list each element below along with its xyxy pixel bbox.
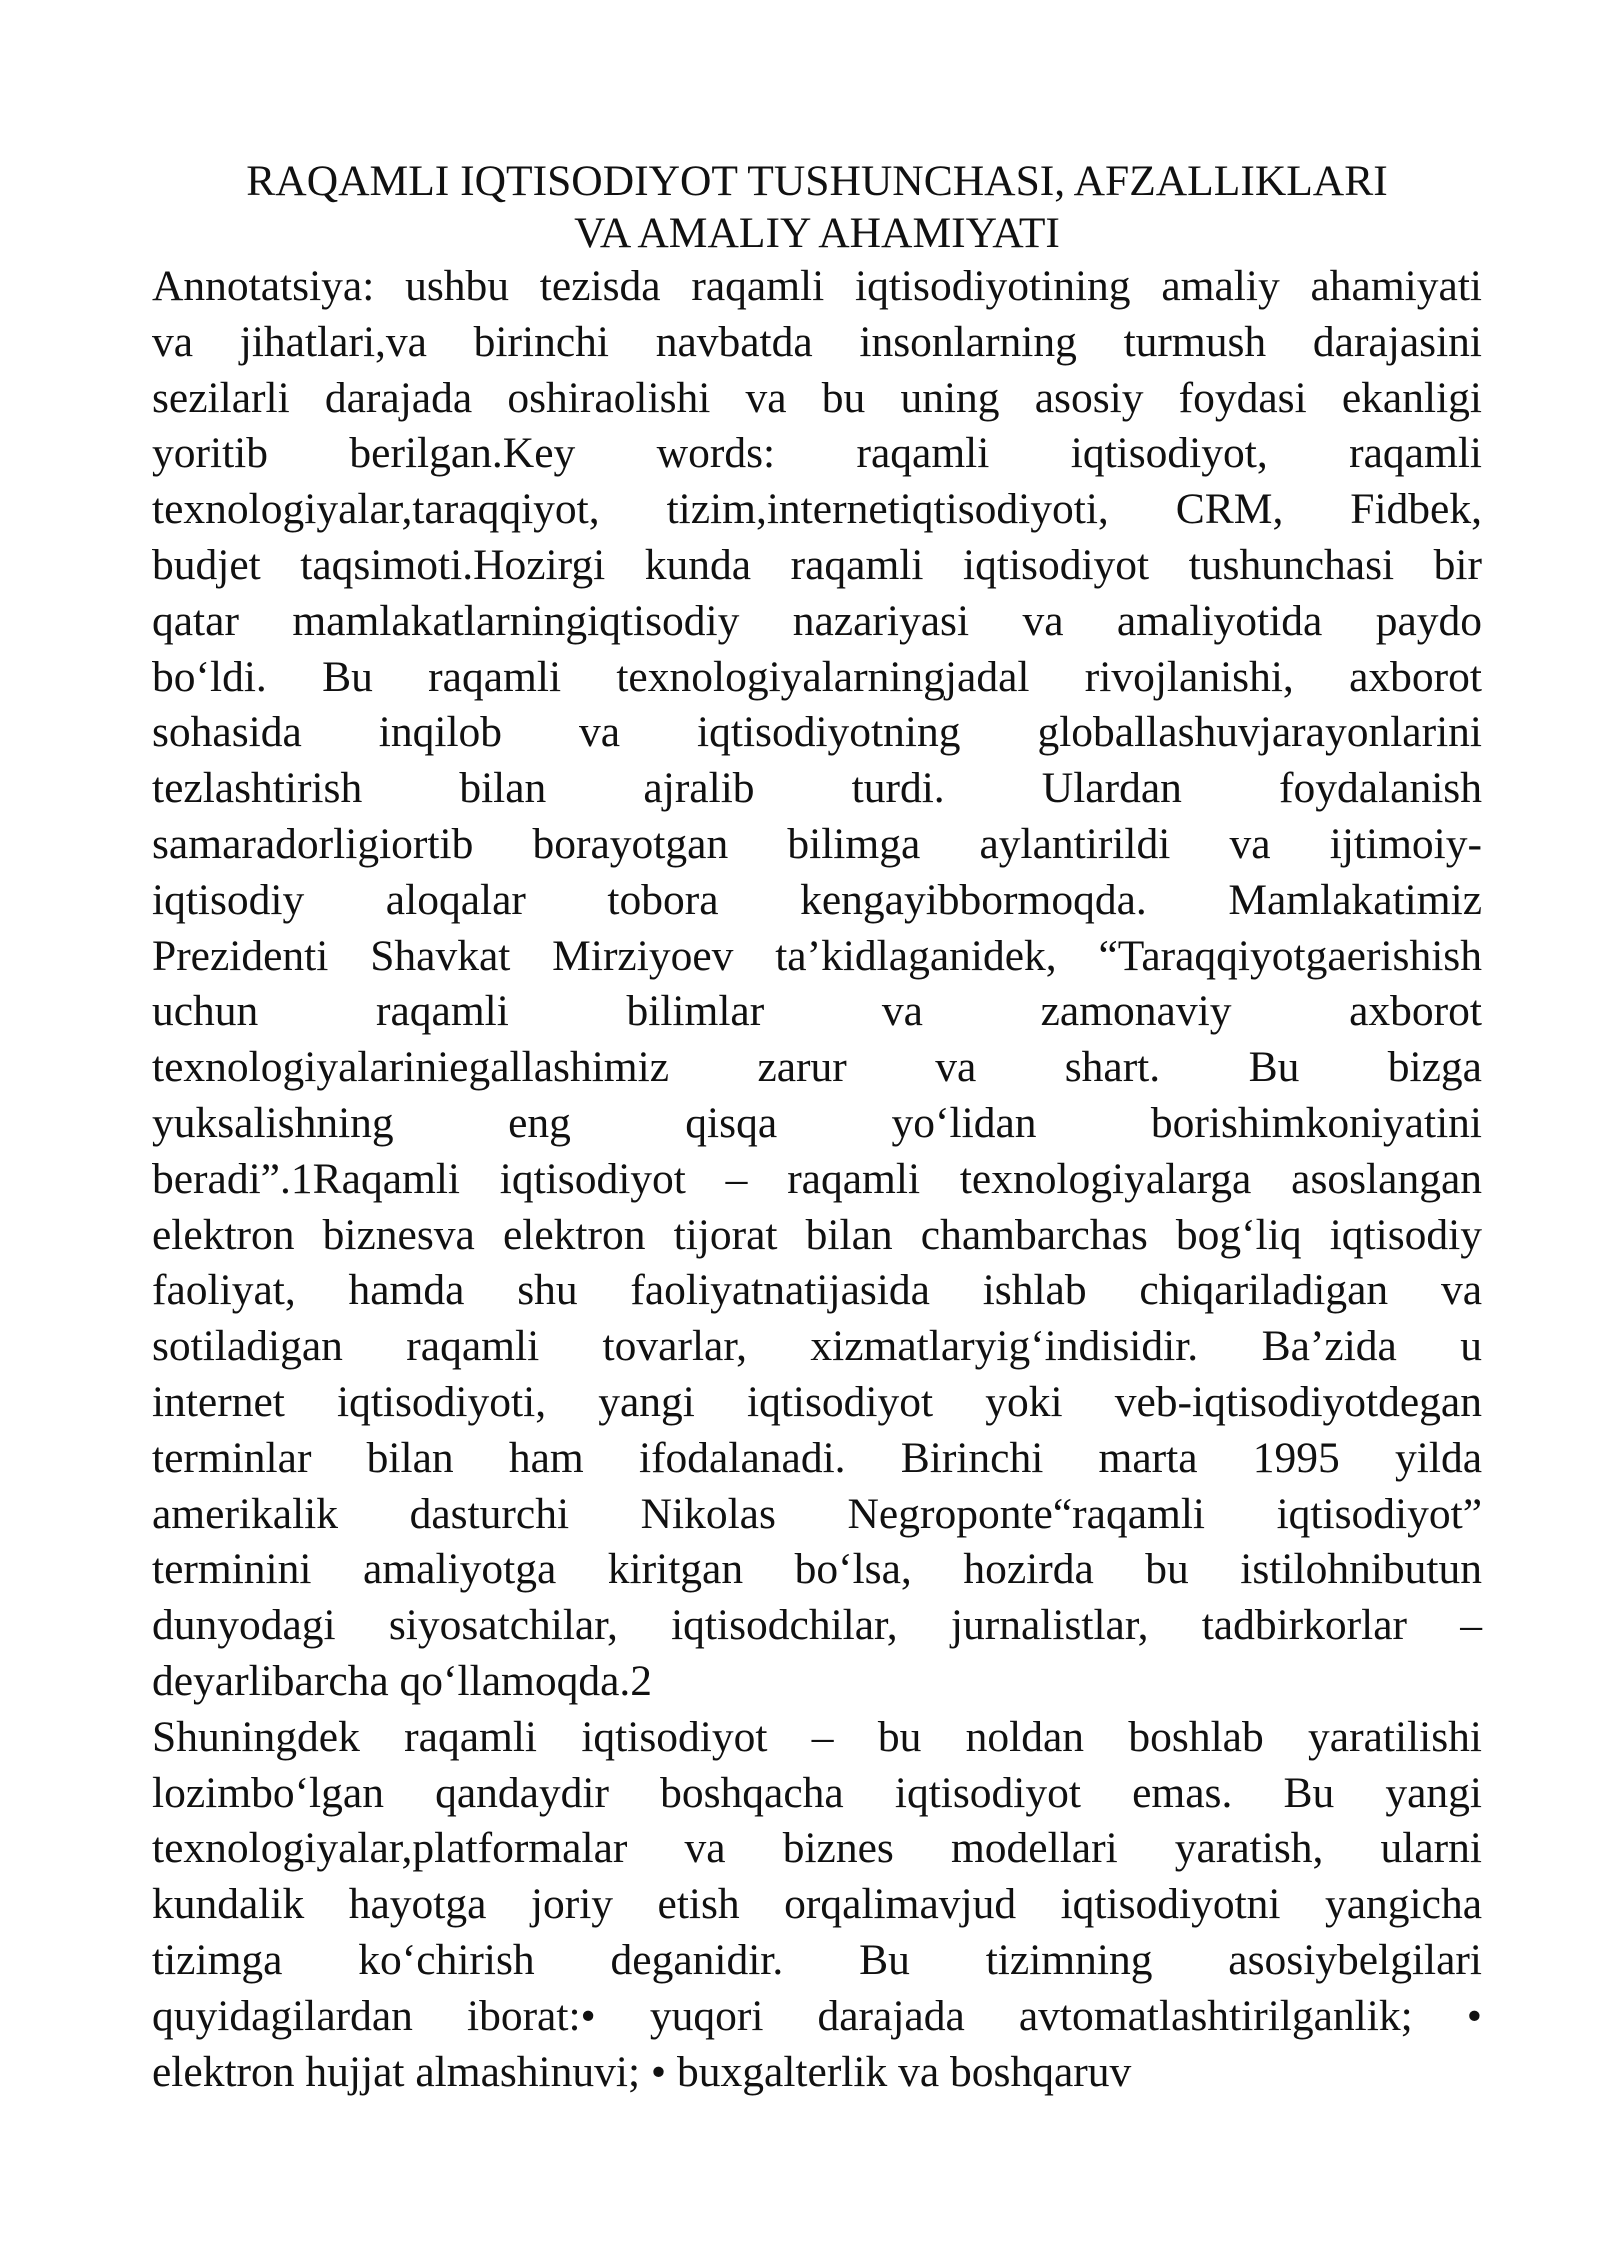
text-line: kundalik hayotga joriy etish orqalimavjud iqtisodiyotni yangicha xyxy=(152,1880,1482,1929)
text-line: uchun raqamli bilimlar va zamonaviy axborot xyxy=(152,987,1482,1036)
text-line: bo‘ldi. Bu raqamli texnologiyalarningjadal rivojlanishi, axborot xyxy=(152,652,1482,701)
text-line: deyarlibarcha qo‘llamoqda.2 xyxy=(152,1656,653,1705)
text-line: Prezidenti Shavkat Mirziyoev ta’kidlaganidek, “Taraqqiyotgaerishish xyxy=(152,931,1482,980)
paragraph-annotation xyxy=(152,259,1482,1710)
text-line: elektron hujjat almashinuvi; • buxgalterlik va boshqaruv xyxy=(152,2047,1132,2096)
text-line: beradi”.1Raqamli iqtisodiyot – raqamli texnologiyalarga asoslangan xyxy=(152,1154,1482,1203)
text-line: samaradorligiortib borayotgan bilimga aylantirildi va ijtimoiy- xyxy=(152,819,1482,868)
text-line: iqtisodiy aloqalar tobora kengayibbormoqda. Mamlakatimiz xyxy=(152,875,1482,924)
text-line: sotiladigan raqamli tovarlar, xizmatlaryig‘indisidir. Ba’zida u xyxy=(152,1322,1482,1371)
text-line: lozimbo‘lgan qandaydir boshqacha iqtisodiyot emas. Bu yangi xyxy=(152,1768,1482,1817)
text-line: texnologiyalar,taraqqiyot, tizim,internetiqtisodiyoti, CRM, Fidbek, xyxy=(152,485,1482,534)
text-line: texnologiyalar,platformalar va biznes modellari yaratish, ularni xyxy=(152,1824,1482,1873)
text-line: yoritib berilgan.Key words: raqamli iqtisodiyot, raqamli xyxy=(152,429,1482,478)
text-line: dunyodagi siyosatchilar, iqtisodchilar, jurnalistlar, tadbirkorlar – xyxy=(152,1601,1482,1650)
text-line: terminini amaliyotga kiritgan bo‘lsa, hozirda bu istilohnibutun xyxy=(152,1545,1482,1594)
text-line: tizimga ko‘chirish deganidir. Bu tizimning asosiybelgilari xyxy=(152,1935,1482,1984)
text-line: faoliyat, hamda shu faoliyatnatijasida ishlab chiqariladigan va xyxy=(152,1266,1482,1315)
text-line: Annotatsiya: ushbu tezisda raqamli iqtisodiyotining amaliy ahamiyati xyxy=(152,262,1482,310)
paragraph-body xyxy=(152,1710,1482,2101)
text-line: qatar mamlakatlarningiqtisodiy nazariyasi va amaliyotida paydo xyxy=(152,596,1482,645)
text-line: quyidagilardan iborat:• yuqori darajada avtomatlashtirilganlik; • xyxy=(152,1991,1482,2040)
document-page xyxy=(152,155,1482,2100)
text-line: va jihatlari,va birinchi navbatda insonlarning turmush darajasini xyxy=(152,317,1482,366)
text-line: sezilarli darajada oshiraolishi va bu uning asosiy foydasi ekanligi xyxy=(152,373,1482,422)
text-line: budjet taqsimoti.Hozirgi kunda raqamli iqtisodiyot tushunchasi bir xyxy=(152,540,1482,589)
title-line: RAQAMLI IQTISODIYOT TUSHUNCHASI, AFZALLIKLARI xyxy=(246,157,1388,205)
text-line: texnologiyalariniegallashimiz zarur va shart. Bu bizga xyxy=(152,1043,1482,1092)
text-line: amerikalik dasturchi Nikolas Negroponte“raqamli iqtisodiyot” xyxy=(152,1489,1482,1538)
document-title xyxy=(152,155,1482,259)
text-line: yuksalishning eng qisqa yo‘lidan borishimkoniyatini xyxy=(152,1098,1482,1147)
text-line: Shuningdek raqamli iqtisodiyot – bu noldan boshlab yaratilishi xyxy=(152,1712,1482,1761)
title-line: VA AMALIY AHAMIYATI xyxy=(574,209,1060,257)
text-line: tezlashtirish bilan ajralib turdi. Ulardan foydalanish xyxy=(152,764,1482,813)
text-line: internet iqtisodiyoti, yangi iqtisodiyot yoki veb-iqtisodiyotdegan xyxy=(152,1377,1482,1426)
text-line: elektron biznesva elektron tijorat bilan chambarchas bog‘liq iqtisodiy xyxy=(152,1210,1482,1259)
text-line: terminlar bilan ham ifodalanadi. Birinchi marta 1995 yilda xyxy=(152,1433,1482,1482)
text-line: sohasida inqilob va iqtisodiyotning globallashuvjarayonlarini xyxy=(152,708,1482,757)
